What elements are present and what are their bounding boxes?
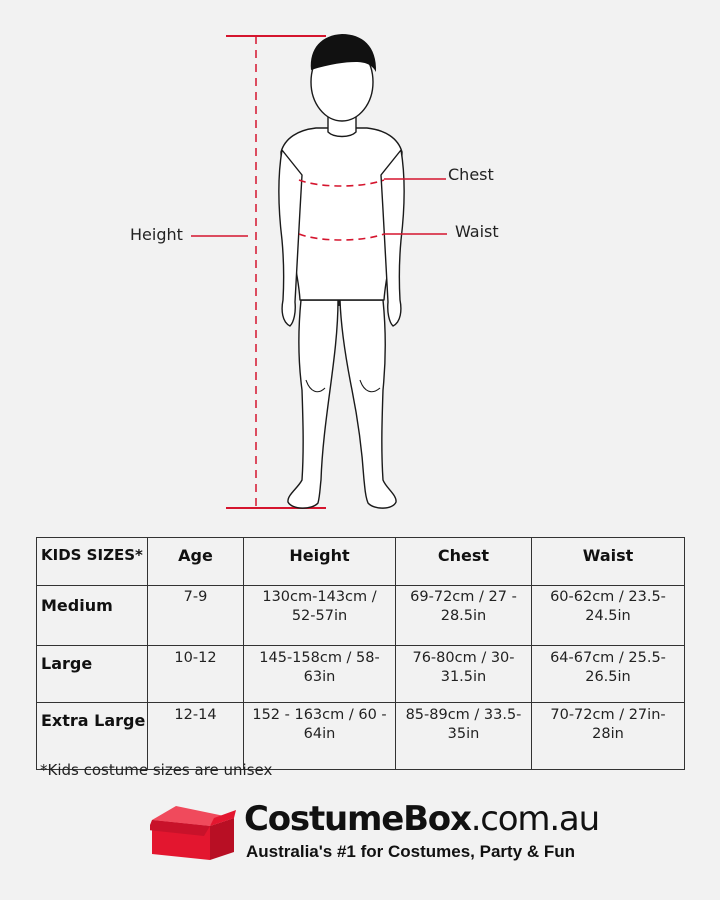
size-name: Large xyxy=(37,646,148,703)
unisex-footnote: *Kids costume sizes are unisex xyxy=(40,761,273,779)
brand-tagline: Australia's #1 for Costumes, Party & Fun xyxy=(246,842,576,861)
header-height: Height xyxy=(244,538,396,586)
costume-box-logo-icon xyxy=(150,802,236,862)
header-chest: Chest xyxy=(396,538,532,586)
brand-name-domain: .com.au xyxy=(470,799,599,839)
waist-cell: 70-72cm / 27in-28in xyxy=(532,703,685,770)
header-waist: Waist xyxy=(532,538,685,586)
height-cell: 130cm-143cm / 52-57in xyxy=(244,586,396,646)
chest-cell: 85-89cm / 33.5-35in xyxy=(396,703,532,770)
age-cell: 12-14 xyxy=(148,703,244,770)
height-label: Height xyxy=(130,225,183,244)
kids-size-table xyxy=(36,537,685,770)
header-kids-sizes: KIDS SIZES* xyxy=(37,538,148,586)
chest-label: Chest xyxy=(448,165,494,184)
chest-cell: 69-72cm / 27 - 28.5in xyxy=(396,586,532,646)
brand-name xyxy=(244,799,599,839)
height-cell: 152 - 163cm / 60 - 64in xyxy=(244,703,396,770)
size-name: Extra Large xyxy=(37,703,148,770)
waist-cell: 64-67cm / 25.5-26.5in xyxy=(532,646,685,703)
size-name: Medium xyxy=(37,586,148,646)
waist-label: Waist xyxy=(455,222,499,241)
chest-cell: 76-80cm / 30-31.5in xyxy=(396,646,532,703)
age-cell: 10-12 xyxy=(148,646,244,703)
waist-cell: 60-62cm / 23.5-24.5in xyxy=(532,586,685,646)
table-row xyxy=(37,586,685,646)
header-age: Age xyxy=(148,538,244,586)
height-cell: 145-158cm / 58-63in xyxy=(244,646,396,703)
table-row xyxy=(37,646,685,703)
brand-name-main: CostumeBox xyxy=(244,799,471,839)
child-silhouette xyxy=(279,43,404,508)
table-header-row xyxy=(37,538,685,586)
table-row xyxy=(37,703,685,770)
age-cell: 7-9 xyxy=(148,586,244,646)
